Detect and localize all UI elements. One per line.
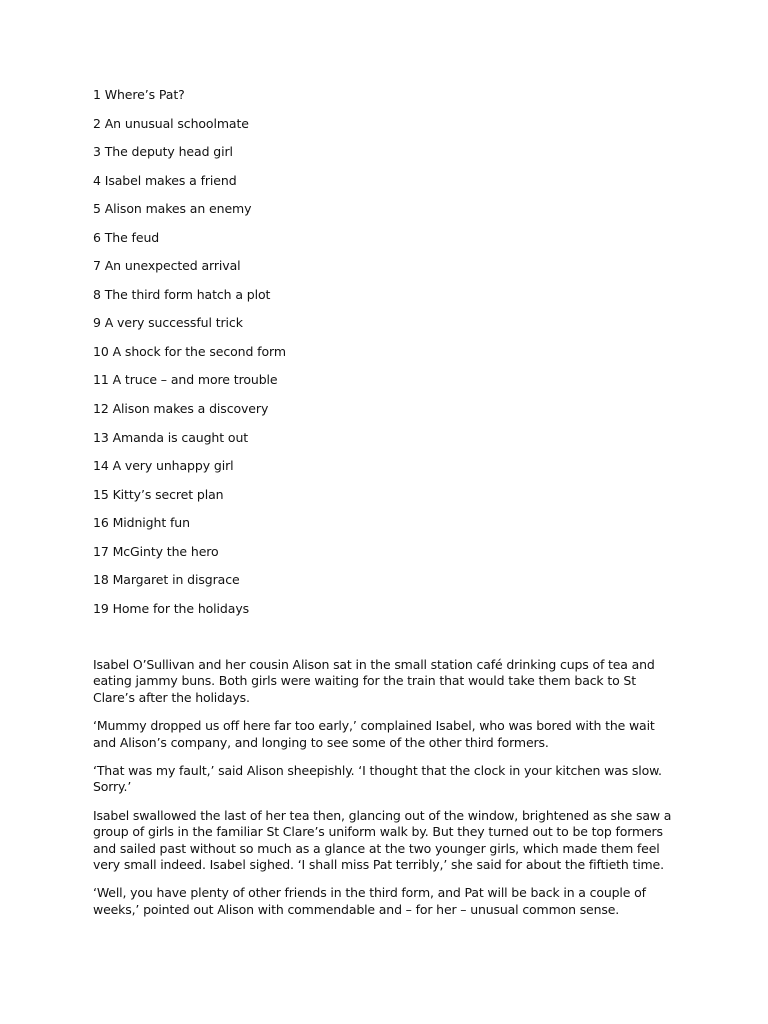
story-paragraph: Isabel swallowed the last of her tea then, glancing out of the window, brightened as she saw a group of girls in the familiar St Clare’s uniform walk by. But they turned out to be top formers and sailed past without so much as a glance at the two younger girls, which made them feel very small indeed. Isabel sighed. ‘I shall miss Pat terribly,’ she said for about the fiftieth time. (93, 807, 672, 873)
contents-item: 17 McGinty the hero (93, 543, 219, 559)
story-paragraph: Isabel O’Sullivan and her cousin Alison sat in the small station café drinking cups of tea and eating jammy buns. Both girls were waiting for the train that would take them back to St Clare’s after the holidays. (93, 657, 655, 705)
contents-item: 15 Kitty’s secret plan (93, 486, 224, 502)
contents-item: 12 Alison makes a discovery (93, 401, 269, 417)
story-text (93, 657, 679, 930)
contents-item: 19 Home for the holidays (93, 600, 250, 616)
story-paragraph: ‘Well, you have plenty of other friends in the third form, and Pat will be back in a couple of weeks,’ pointed out Alison with commendable and – for her – unusual common sense. (93, 885, 646, 917)
contents-item: 6 The feud (93, 229, 160, 245)
contents-item: 4 Isabel makes a friend (93, 172, 237, 188)
story-paragraph: ‘Mummy dropped us off here far too early,’ complained Isabel, who was bored with the wait and Alison’s company, and longing to see some of the other third formers. (93, 718, 655, 750)
contents-item: 3 The deputy head girl (93, 144, 233, 160)
contents-item: 7 An unexpected arrival (93, 258, 241, 274)
table-of-contents (93, 87, 653, 629)
story-paragraph: ‘That was my fault,’ said Alison sheepishly. ‘I thought that the clock in your kitchen was slow. Sorry.’ (93, 763, 662, 795)
contents-item: 18 Margaret in disgrace (93, 572, 240, 588)
contents-item: 9 A very successful trick (93, 315, 243, 331)
contents-item: 8 The third form hatch a plot (93, 286, 271, 302)
contents-item: 13 Amanda is caught out (93, 429, 249, 445)
contents-item: 16 Midnight fun (93, 515, 190, 531)
contents-item: 10 A shock for the second form (93, 343, 286, 359)
contents-item: 11 A truce – and more trouble (93, 372, 278, 388)
contents-item: 14 A very unhappy girl (93, 458, 234, 474)
contents-item: 2 An unusual schoolmate (93, 115, 249, 131)
contents-item: 5 Alison makes an enemy (93, 201, 252, 217)
contents-item: 1 Where’s Pat? (93, 87, 185, 102)
